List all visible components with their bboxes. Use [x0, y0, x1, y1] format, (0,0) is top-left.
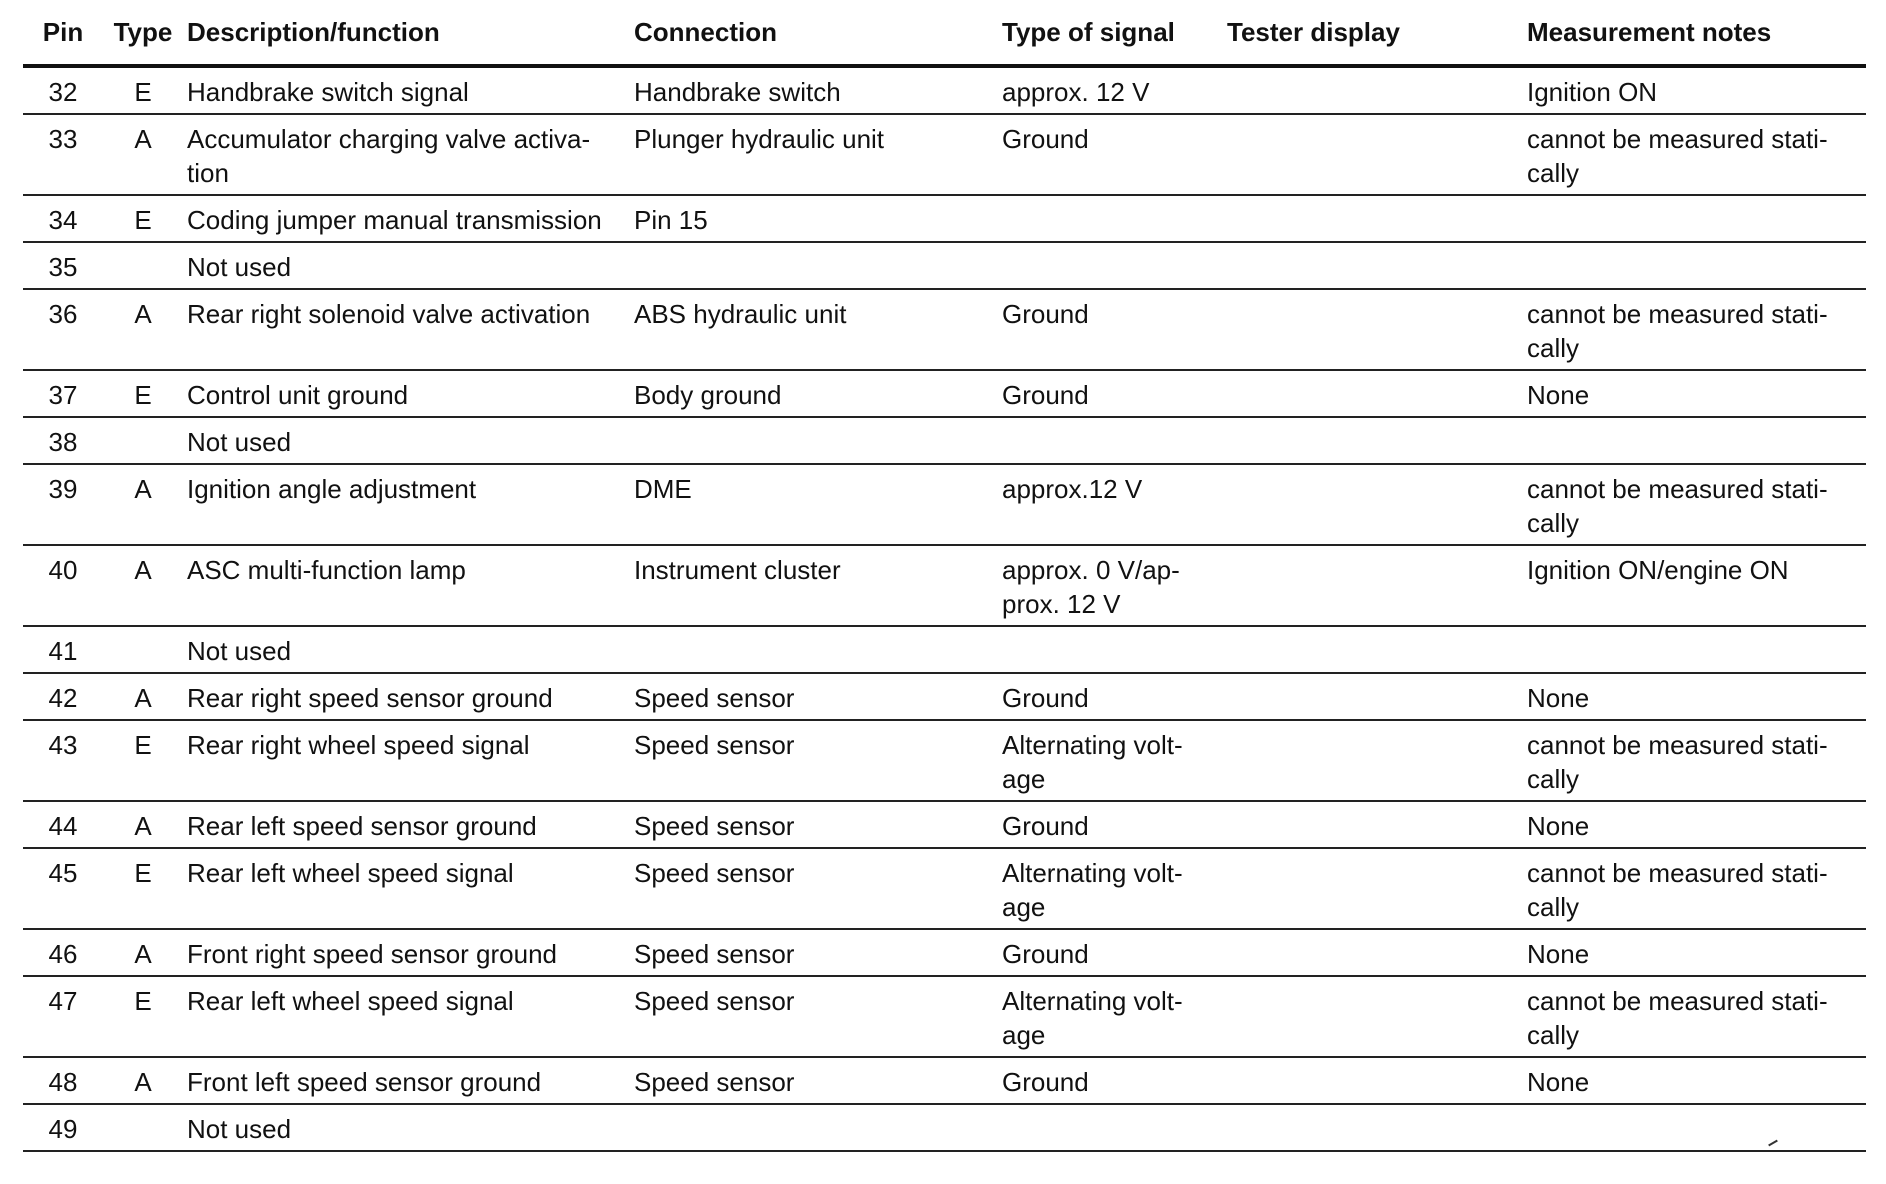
header-measurement-notes: Measurement notes — [1523, 0, 1866, 66]
cell-measurement-notes: None — [1523, 801, 1866, 848]
table-row — [23, 848, 1866, 929]
cell-signal — [998, 242, 1223, 289]
cell-signal — [998, 195, 1223, 242]
cell-connection: Speed sensor — [630, 976, 998, 1057]
cell-connection: Body ground — [630, 370, 998, 417]
cell-type: A — [103, 464, 183, 545]
cell-description: Control unit ground — [183, 370, 630, 417]
table-row — [23, 929, 1866, 976]
cell-description: Front right speed sensor ground — [183, 929, 630, 976]
cell-pin: 49 — [23, 1104, 103, 1151]
cell-tester-display — [1223, 673, 1523, 720]
cell-description: Not used — [183, 417, 630, 464]
cell-signal: Ground — [998, 289, 1223, 370]
cell-description: Front left speed sensor ground — [183, 1057, 630, 1104]
cell-signal: Alternating volt- age — [998, 720, 1223, 801]
table-row — [23, 801, 1866, 848]
cell-connection: Instrument cluster — [630, 545, 998, 626]
table-row — [23, 1104, 1866, 1151]
cell-type — [103, 242, 183, 289]
cell-signal: Ground — [998, 929, 1223, 976]
cell-connection: ABS hydraulic unit — [630, 289, 998, 370]
cell-connection: Handbrake switch — [630, 66, 998, 114]
cell-tester-display — [1223, 626, 1523, 673]
cell-pin: 39 — [23, 464, 103, 545]
cell-signal: Alternating volt- age — [998, 848, 1223, 929]
cell-type: A — [103, 545, 183, 626]
table-row — [23, 720, 1866, 801]
cell-description: ASC multi-function lamp — [183, 545, 630, 626]
cell-connection: Speed sensor — [630, 929, 998, 976]
cell-description: Accumulator charging valve activa- tion — [183, 114, 630, 195]
header-pin: Pin — [23, 0, 103, 66]
cell-pin: 48 — [23, 1057, 103, 1104]
header-type: Type — [103, 0, 183, 66]
cell-signal — [998, 417, 1223, 464]
cell-connection: Speed sensor — [630, 673, 998, 720]
cell-measurement-notes — [1523, 626, 1866, 673]
cell-description: Handbrake switch signal — [183, 66, 630, 114]
table-row — [23, 626, 1866, 673]
cell-pin: 45 — [23, 848, 103, 929]
cell-type: A — [103, 929, 183, 976]
cell-tester-display — [1223, 370, 1523, 417]
cell-measurement-notes: Ignition ON/engine ON — [1523, 545, 1866, 626]
cell-pin: 43 — [23, 720, 103, 801]
cell-pin: 36 — [23, 289, 103, 370]
table-row — [23, 464, 1866, 545]
cell-pin: 32 — [23, 66, 103, 114]
cell-description: Rear left wheel speed signal — [183, 976, 630, 1057]
cell-connection: Speed sensor — [630, 801, 998, 848]
table-row — [23, 417, 1866, 464]
cell-measurement-notes: Ignition ON — [1523, 66, 1866, 114]
cell-type: A — [103, 801, 183, 848]
cell-signal: approx. 0 V/ap- prox. 12 V — [998, 545, 1223, 626]
cell-measurement-notes: None — [1523, 1057, 1866, 1104]
table-row — [23, 66, 1866, 114]
cell-description: Rear right solenoid valve activation — [183, 289, 630, 370]
cell-connection: DME — [630, 464, 998, 545]
cell-description: Rear right speed sensor ground — [183, 673, 630, 720]
cell-description: Not used — [183, 626, 630, 673]
table-row — [23, 545, 1866, 626]
header-signal: Type of signal — [998, 0, 1223, 66]
cell-connection: Speed sensor — [630, 720, 998, 801]
cell-pin: 40 — [23, 545, 103, 626]
cell-type: E — [103, 66, 183, 114]
cell-measurement-notes: None — [1523, 370, 1866, 417]
cell-tester-display — [1223, 289, 1523, 370]
cell-connection — [630, 626, 998, 673]
cell-signal: Ground — [998, 1057, 1223, 1104]
cell-description: Not used — [183, 242, 630, 289]
cell-tester-display — [1223, 66, 1523, 114]
cell-type: A — [103, 673, 183, 720]
cell-description: Rear left wheel speed signal — [183, 848, 630, 929]
cell-measurement-notes: cannot be measured stati- cally — [1523, 848, 1866, 929]
cell-description: Rear left speed sensor ground — [183, 801, 630, 848]
cell-measurement-notes: cannot be measured stati- cally — [1523, 720, 1866, 801]
cell-tester-display — [1223, 545, 1523, 626]
cell-tester-display — [1223, 195, 1523, 242]
cell-tester-display — [1223, 929, 1523, 976]
cell-type: E — [103, 195, 183, 242]
cell-measurement-notes: cannot be measured stati- cally — [1523, 114, 1866, 195]
cell-tester-display — [1223, 464, 1523, 545]
cell-tester-display — [1223, 114, 1523, 195]
cell-signal: approx.12 V — [998, 464, 1223, 545]
table-row — [23, 242, 1866, 289]
cell-connection — [630, 417, 998, 464]
cell-type: A — [103, 114, 183, 195]
cell-pin: 41 — [23, 626, 103, 673]
cell-connection: Speed sensor — [630, 1057, 998, 1104]
cell-measurement-notes: None — [1523, 673, 1866, 720]
header-connection: Connection — [630, 0, 998, 66]
cell-pin: 46 — [23, 929, 103, 976]
cell-signal: Ground — [998, 114, 1223, 195]
cell-type: E — [103, 370, 183, 417]
cell-signal — [998, 1104, 1223, 1151]
cell-signal: Ground — [998, 370, 1223, 417]
cell-connection: Pin 15 — [630, 195, 998, 242]
cell-measurement-notes: cannot be measured stati- cally — [1523, 289, 1866, 370]
cell-pin: 38 — [23, 417, 103, 464]
cell-type: E — [103, 720, 183, 801]
pin-assignment-table — [23, 0, 1866, 1152]
cell-description: Rear right wheel speed signal — [183, 720, 630, 801]
table-row — [23, 195, 1866, 242]
cell-description: Ignition angle adjustment — [183, 464, 630, 545]
cell-pin: 47 — [23, 976, 103, 1057]
cell-pin: 44 — [23, 801, 103, 848]
cell-signal: Ground — [998, 673, 1223, 720]
table-row — [23, 114, 1866, 195]
table-row — [23, 673, 1866, 720]
cell-type — [103, 626, 183, 673]
cell-signal: Alternating volt- age — [998, 976, 1223, 1057]
pin-assignment-sheet — [23, 0, 1866, 1152]
cell-measurement-notes — [1523, 242, 1866, 289]
table-row — [23, 370, 1866, 417]
cell-description: Coding jumper manual transmission — [183, 195, 630, 242]
table-header-row — [23, 0, 1866, 66]
cell-signal: Ground — [998, 801, 1223, 848]
cell-pin: 42 — [23, 673, 103, 720]
cell-connection — [630, 1104, 998, 1151]
cell-tester-display — [1223, 976, 1523, 1057]
cell-type — [103, 1104, 183, 1151]
cell-pin: 33 — [23, 114, 103, 195]
cell-tester-display — [1223, 848, 1523, 929]
cell-type — [103, 417, 183, 464]
cell-measurement-notes: cannot be measured stati- cally — [1523, 464, 1866, 545]
cell-tester-display — [1223, 1057, 1523, 1104]
cell-connection: Speed sensor — [630, 848, 998, 929]
cell-tester-display — [1223, 720, 1523, 801]
cell-type: E — [103, 848, 183, 929]
cell-pin: 35 — [23, 242, 103, 289]
header-description: Description/function — [183, 0, 630, 66]
cell-type: A — [103, 289, 183, 370]
cell-type: E — [103, 976, 183, 1057]
cell-pin: 37 — [23, 370, 103, 417]
cell-tester-display — [1223, 417, 1523, 464]
cell-tester-display — [1223, 242, 1523, 289]
cell-measurement-notes — [1523, 417, 1866, 464]
cell-tester-display — [1223, 1104, 1523, 1151]
cell-measurement-notes: cannot be measured stati- cally — [1523, 976, 1866, 1057]
cell-pin: 34 — [23, 195, 103, 242]
cell-connection — [630, 242, 998, 289]
cell-measurement-notes: None — [1523, 929, 1866, 976]
table-row — [23, 1057, 1866, 1104]
cell-type: A — [103, 1057, 183, 1104]
cell-signal — [998, 626, 1223, 673]
table-body — [23, 66, 1866, 1151]
table-row — [23, 289, 1866, 370]
cell-measurement-notes — [1523, 195, 1866, 242]
table-row — [23, 976, 1866, 1057]
cell-description: Not used — [183, 1104, 630, 1151]
cell-connection: Plunger hydraulic unit — [630, 114, 998, 195]
header-tester-display: Tester display — [1223, 0, 1523, 66]
cell-tester-display — [1223, 801, 1523, 848]
cell-measurement-notes — [1523, 1104, 1866, 1151]
cell-signal: approx. 12 V — [998, 66, 1223, 114]
